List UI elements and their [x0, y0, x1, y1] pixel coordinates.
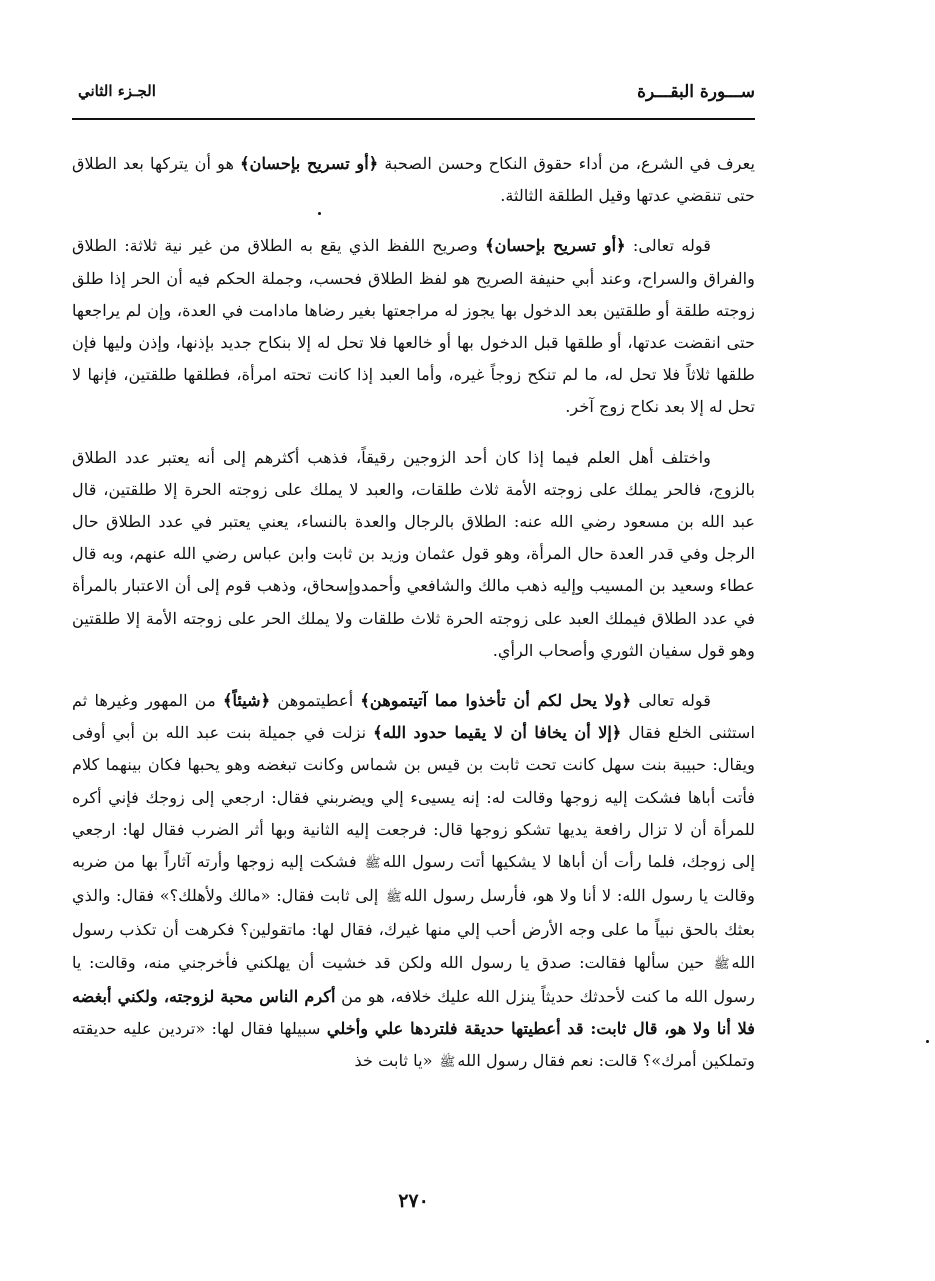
page-header [72, 78, 755, 114]
text-run: نزلت في جميلة بنت عبد الله بن أبي أوفى ويقال: حبيبة بنت سهل كانت تحت ثابت بن قيس بن شماس وكانت تبغضه وهو يحبها فكان بينهما كلام فأتت أباها فشكت إليه زوجها وقالت له: إنه يسيىء إلي ويضربني فقال: ارجعي إلى زوجك فإني أكره للمرأة أن لا تزال رافعة يديها تشكو زوجها قال: فرجعت إليه الثانية وبها أثر الضرب فقال لها: ارجعي إلى زوجك، فلما رأت أن أباها لا يشكيها أتت رسول الله [72, 723, 755, 872]
running-head-surah: ســـورة البقـــرة [637, 82, 755, 102]
quran-quote: ﴿إلا أن يخافا أن لا يقيما حدود الله﴾ [373, 723, 622, 743]
salutation-glyph: ﷺ [386, 890, 402, 906]
paragraph-3 [72, 442, 755, 667]
paragraph-2 [72, 230, 755, 423]
quran-quote: ﴿أو تسريح بإحسان﴾ [240, 154, 379, 173]
text-run: واختلف أهل العلم فيما إذا كان أحد الزوجين رقيقاً، فذهب أكثرهم إلى أنه يعتبر عدد الطلاق بالزوج، فالحر يملك على زوجته الأمة ثلاث طلقات، والعبد لا يملك على زوجته الحرة إلا طلقتين، قال عبد الله بن مسعود رضي الله عنه: الطلاق بالرجال والعدة بالنساء، يعني يعتبر في عدد الطلاق حال الرجل وفي قدر العدة حال المرأة، وهو قول عثمان وزيد بن ثابت وابن عباس رضي الله عنهم، وبه قال عطاء وسعيد بن المسيب وإليه ذهب مالك والشافعي وأحمدوإسحاق، وذهب قوم إلى أن الاعتبار بالمرأة في عدد الطلاق فيملك العبد على زوجته الحرة ثلاث طلقات ولا يملك الحر على زوجته الأمة إلا طلقتين وهو قول سفيان الثوري وأصحاب الرأي. [72, 447, 755, 660]
running-head-part: الجـزء الثاني [78, 82, 156, 100]
paragraph-1 [72, 148, 755, 212]
text-run: يعرف في الشرع، من أداء حقوق النكاح وحسن الصحبة [378, 154, 755, 173]
quran-quote: ﴿ولا يحل لكم أن تأخذوا مما آتيتموهن﴾ [360, 691, 632, 711]
text-run: قوله تعالى: [625, 236, 711, 256]
text-run: قوله تعالى [631, 691, 711, 711]
text-run: حين سألها فقالت: صدق يا رسول الله ولكن قد خشيت أن يهلكني فأخرجني منه، وقالت: يا رسول الله ما كنت لأحدثك حديثاً ينزل الله عليك خلافه، هو من [72, 952, 755, 1006]
speck [318, 212, 321, 215]
text-run: «يا ثابت خذ [354, 1051, 438, 1071]
header-rule [72, 118, 755, 120]
text-run: إلى ثابت فقال: «مالك ولأهلك؟» فقال: والذي بعثك بالحق نبياً ما على وجه الأرض أحب إلي منها غيرك، فقال لها: ماتقولين؟ فكرهت أن تكذب رسول الله [72, 886, 755, 972]
speck [926, 1040, 929, 1043]
salutation-glyph: ﷺ [364, 856, 381, 872]
bold-text: أكرم الناس محبة لزوجته، ولكني أبغضه فلا أنا ولا هو، قال ثابت: قد أعطيتها حديقة فلتردها علي وأخلي [72, 986, 755, 1039]
text-run: سبيلها فقال لها: «تردين عليه حديقته وتملكين أمرك»؟ قالت: نعم فقال رسول الله [72, 1019, 755, 1071]
salutation-glyph: ﷺ [713, 956, 730, 972]
salutation-glyph: ﷺ [439, 1055, 456, 1071]
text-run: فشكت إليه زوجها وأرته آثاراً بها من ضربه وقالت يا رسول الله: لا أنا ولا هو، فأرسل رسول الله [72, 852, 755, 906]
page-number: ٢٧٠ [398, 1190, 429, 1212]
quran-quote: ﴿شيئاً﴾ [222, 691, 271, 711]
page-body [72, 148, 755, 1097]
paragraph-4 [72, 685, 755, 1079]
quran-quote: ﴿أو تسريح بإحسان﴾ [485, 236, 626, 256]
text-run: من المهور وغيرها ثم استثنى الخلع فقال [72, 691, 755, 743]
text-run: أعطيتموهن [270, 691, 361, 711]
text-run: وصريح اللفظ الذي يقع به الطلاق من غير نية ثلاثة: الطلاق والفراق والسراح، وعند أبي حنيفة الصريح هو لفظ الطلاق فحسب، وجملة الحكم فيه أن الحر إذا طلق زوجته طلقة أو طلقتين بعد الدخول بها يجوز له مراجعتها بغير رضاها مادامت في العدة، وإن لم يراجعها حتى انقضت عدتها، أو طلقها قبل الدخول بها أو خالعها فلا تحل له إلا بنكاح جديد بإذنها، وإذن وليها فإن طلقها ثلاثاً فلا تحل له، ما لم تنكح زوجاً غيره، وأما العبد إذا كانت تحته امرأة، فطلقها طلقتين، فإنها لا تحل له إلا بعد نكاح زوج آخر. [72, 236, 755, 417]
text-run: هو أن يتركها بعد الطلاق حتى تنقضي عدتها وقيل الطلقة الثالثة. [72, 154, 755, 206]
book-page [72, 78, 755, 1228]
